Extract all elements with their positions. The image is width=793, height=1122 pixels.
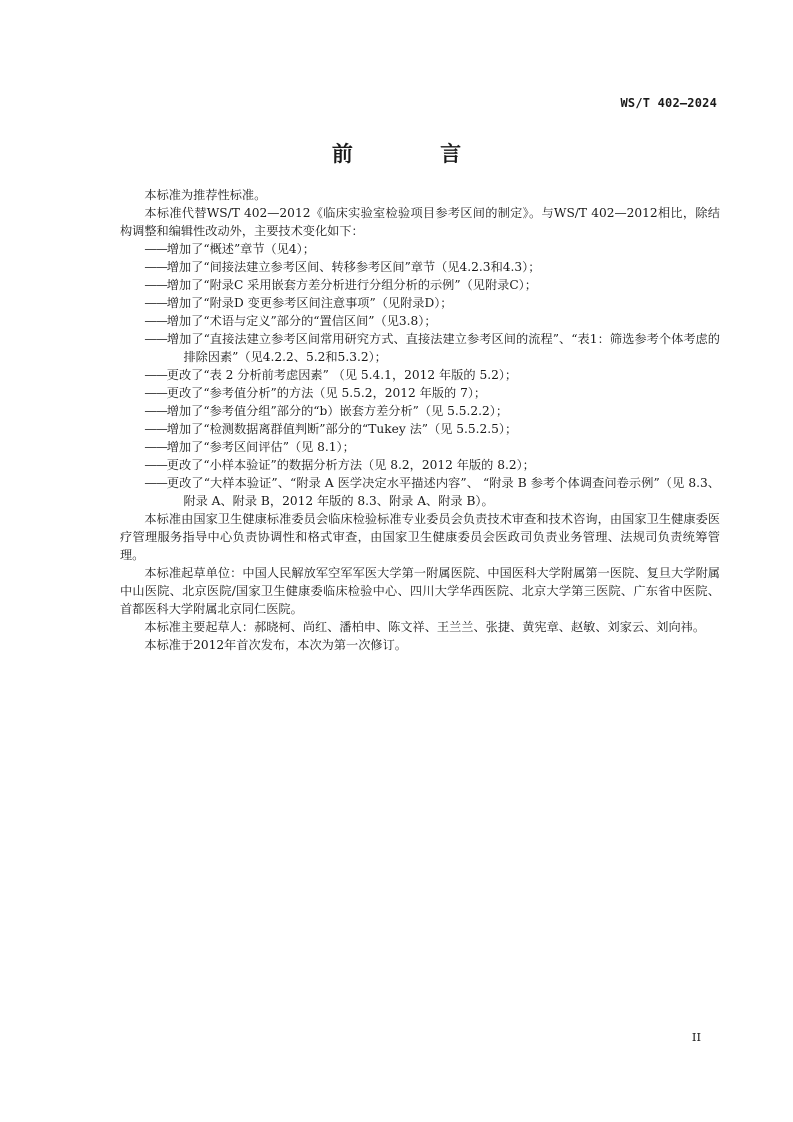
change-dash: —— xyxy=(144,332,167,346)
change-dash: —— xyxy=(144,368,167,382)
technical-changes-list xyxy=(120,240,720,510)
drafters-paragraph: 本标准主要起草人：郝晓柯、尚红、潘柏申、陈文祥、王兰兰、张捷、黄宪章、赵敏、刘家云、刘向祎。 xyxy=(144,620,706,634)
proposer-paragraph: 本标准由国家卫生健康标准委员会临床检验标准专业委员会负责技术审查和技术咨询，由国家卫生健康委医疗管理服务指导中心负责协调性和格式审查，由国家卫生健康委员会医政司负责业务管理、法规司负责统筹管理。 xyxy=(120,512,720,562)
change-text: 增加了“间接法建立参考区间、转移参考区间”章节（见4.2.3和4.3）； xyxy=(166,260,541,274)
change-item xyxy=(120,402,720,420)
change-text: 增加了“参考值分组”部分的“b）嵌套方差分析”（见 5.5.2.2）； xyxy=(166,404,509,418)
change-item xyxy=(120,438,720,456)
foreword-body xyxy=(120,186,720,654)
standard-code: WS/T 402—2024 xyxy=(620,96,717,110)
recommendation-paragraph: 本标准为推荐性标准。 xyxy=(144,188,267,202)
change-dash: —— xyxy=(144,476,167,490)
change-text: 更改了“大样本验证”、“附录 A 医学决定水平描述内容”、 “附录 B 参考个体调查问卷示例”（见 8.3、附录 A、附录 B，2012 年版的 8.3、附录 A、附录 B）。 xyxy=(166,476,720,508)
change-item xyxy=(120,276,720,294)
history-paragraph: 本标准于2012年首次发布，本次为第一次修订。 xyxy=(144,638,407,652)
change-dash: —— xyxy=(144,296,167,310)
change-text: 增加了“概述”章节（见4）； xyxy=(166,242,315,256)
change-dash: —— xyxy=(144,422,167,436)
change-item xyxy=(120,312,720,330)
change-text: 增加了“附录D 变更参考区间注意事项”（见附录D）； xyxy=(166,296,453,310)
change-item xyxy=(120,258,720,276)
change-item xyxy=(120,240,720,258)
change-dash: —— xyxy=(144,458,167,472)
change-item xyxy=(120,474,720,510)
change-item xyxy=(120,384,720,402)
change-item xyxy=(120,330,720,366)
change-text: 增加了“检测数据离群值判断”部分的“Tukey 法”（见 5.5.2.5）； xyxy=(166,422,518,436)
change-dash: —— xyxy=(144,440,167,454)
change-item xyxy=(120,366,720,384)
change-dash: —— xyxy=(144,386,167,400)
change-dash: —— xyxy=(144,260,167,274)
change-text: 更改了“小样本验证”的数据分析方法（见 8.2，2012 年版的 8.2）； xyxy=(166,458,535,472)
replacement-paragraph: 本标准代替WS/T 402—2012《临床实验室检验项目参考区间的制定》。与WS/T 402—2012相比，除结构调整和编辑性改动外，主要技术变化如下： xyxy=(120,206,720,238)
change-text: 更改了“表 2 分析前考虑因素” （见 5.4.1，2012 年版的 5.2）； xyxy=(166,368,518,382)
change-text: 增加了“参考区间评估”（见 8.1）； xyxy=(166,440,355,454)
change-text: 增加了“术语与定义”部分的“置信区间”（见3.8）； xyxy=(166,314,437,328)
change-dash: —— xyxy=(144,242,167,256)
change-item xyxy=(120,420,720,438)
change-dash: —— xyxy=(144,278,167,292)
change-text: 增加了“直接法建立参考区间常用研究方式、直接法建立参考区间的流程”、“表1：筛选参考个体考虑的排除因素”（见4.2.2、5.2和5.3.2）； xyxy=(166,332,720,364)
change-text: 更改了“参考值分析”的方法（见 5.5.2，2012 年版的 7）； xyxy=(166,386,487,400)
change-item xyxy=(120,456,720,474)
page-number: II xyxy=(691,1030,701,1044)
change-item xyxy=(120,294,720,312)
change-dash: —— xyxy=(144,314,167,328)
change-text: 增加了“附录C 采用嵌套方差分析进行分组分析的示例”（见附录C）； xyxy=(166,278,537,292)
drafting-units-paragraph: 本标准起草单位：中国人民解放军空军军医大学第一附属医院、中国医科大学附属第一医院、复旦大学附属中山医院、北京医院/国家卫生健康委临床检验中心、四川大学华西医院、北京大学第三医院、广东省中医院、首都医科大学附属北京同仁医院。 xyxy=(120,566,720,616)
change-dash: —— xyxy=(144,404,167,418)
page-title: 前 言 xyxy=(331,142,502,166)
